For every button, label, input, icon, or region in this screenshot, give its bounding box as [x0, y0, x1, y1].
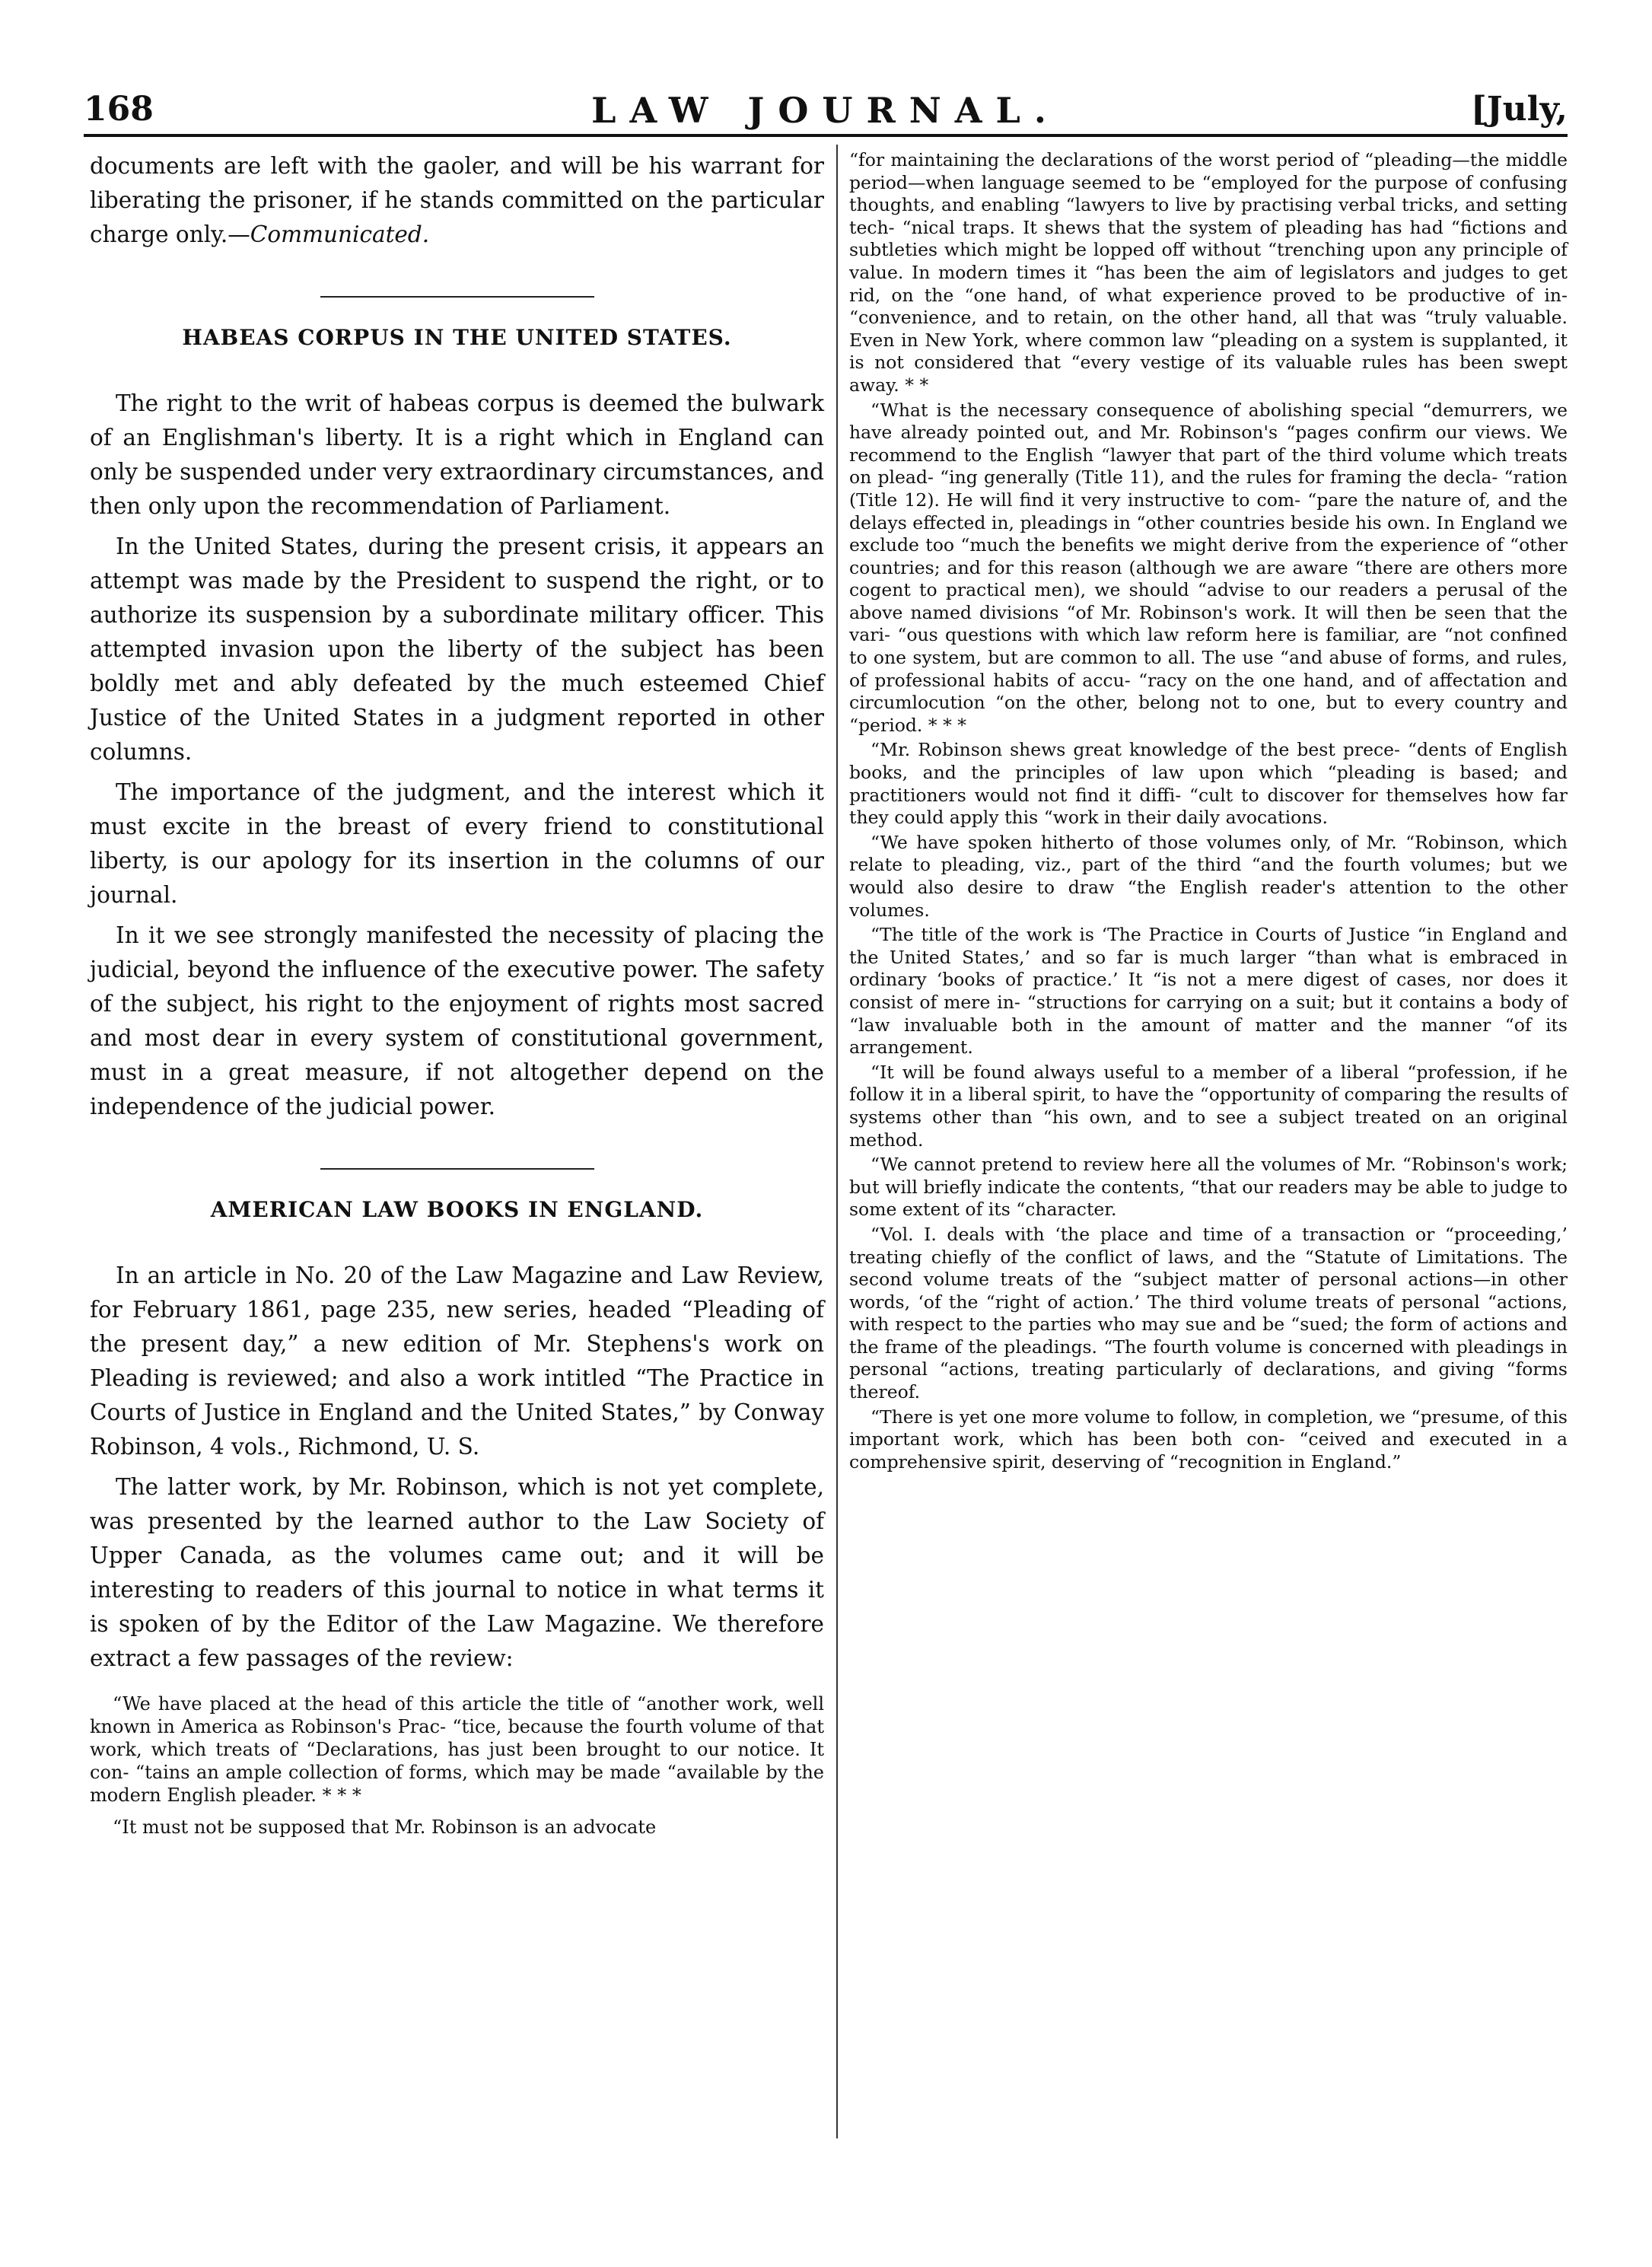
- intro-paragraph: [90, 149, 824, 252]
- quoted-paragraph: “We have spoken hitherto of those volumes only, of Mr. “Robinson, which relate to pleading, viz., part of the third “and the fourth volumes; but we would also desire to draw “the English reader's attention to the other volumes.: [849, 831, 1568, 921]
- article-paragraph: The latter work, by Mr. Robinson, which is not yet complete, was presented by the learned author to the Law Society of Upper Canada, as the volumes came out; and it will be interesting to readers of this journal to notice in what terms it is spoken of by the Editor of the Law Magazine. We therefore extract a few passages of the review:: [90, 1474, 824, 1671]
- quoted-paragraph: “Vol. I. deals with ‘the place and time of a transaction or “proceeding,’ treating chiefly of the conflict of laws, and the “Statute of Limitations. The second volume treats of the “subject matter of personal actions—in other words, ‘of the “right of action.’ The third volume treats of personal “actions, with respect to the parties who may sue and be “sued; the form of actions and the frame of the pleadings. “The fourth volume is concerned with pleadings in personal “actions, treating particularly of declarations, and giving “forms thereof.: [849, 1223, 1568, 1403]
- quoted-paragraph: “It must not be supposed that Mr. Robinson is an advocate: [113, 1816, 657, 1838]
- article-paragraph: In the United States, during the present crisis, it appears an attempt was made by the President to suspend the right, or to authorize its suspension by a subordinate military officer. This attempted invasion upon the liberty of the subject has been boldly met and ably defeated by the much esteemed Chief Justice of the United States in a judgment reported in other columns.: [90, 533, 824, 765]
- column-divider: [836, 145, 838, 2138]
- section-divider: [320, 1168, 594, 1170]
- article-paragraph: In it we see strongly manifested the necessity of placing the judicial, beyond the influence of the executive power. The safety of the subject, his right to the enjoyment of rights most sacred and most dear in every system of constitutional government, must in a great measure, if not altogether depend on the independence of the judicial power.: [90, 922, 824, 1119]
- quoted-paragraph: “for maintaining the declarations of the worst period of “pleading—the middle period—when language seemed to be “employed for the purpose of confusing thoughts, and enabling “lawyers to live by practising verbal tricks, and setting tech- “nical traps. It shews that the system of pleading has had “fictions and subtleties which might be lopped off without “trenching upon any principle of value. In modern times it “has been the aim of legislators and judges to get rid, on the “one hand, of what experience proved to be productive of in- “convenience, and to retain, on the other hand, all that was “truly valuable. Even in New York, where common law “pleading on a system is supplanted, it is not considered that “every vestige of its valuable rules has been swept away. * *: [849, 149, 1568, 396]
- quoted-paragraph: “The title of the work is ‘The Practice in Courts of Justice “in England and the United States,’ and so far is much larger “than what is embraced in ordinary ‘books of practice.’ It “is not a mere digest of cases, nor does it consist of mere in- “structions for carrying on a suit; but it contains a body of “law invaluable both in the amount of matter and the manner “of its arrangement.: [849, 924, 1568, 1059]
- quoted-paragraph: “There is yet one more volume to follow, in completion, we “presume, of this important work, which has been both con- “ceived and executed in a comprehensive spirit, deserving of “recognition in England.”: [849, 1406, 1568, 1473]
- header-rule: [84, 134, 1568, 137]
- article-paragraph: The right to the writ of habeas corpus is deemed the bulwark of an Englishman's liberty. It is a right which in England can only be suspended under very extraordinary circumstances, and then only upon the recommendation of Parliament.: [90, 390, 824, 519]
- running-month: [July,: [1470, 90, 1568, 129]
- running-title: LAW JOURNAL.: [591, 90, 1060, 131]
- article-paragraph: In an article in No. 20 of the Law Magazine and Law Review, for February 1861, page 235, new series, headed “Pleading of the present day,” a new edition of Mr. Stephens's work on Pleading is reviewed; and also a work intitled “The Practice in Courts of Justice in England and the United States,” by Conway Robinson, 4 vols., Richmond, U. S.: [90, 1262, 824, 1460]
- right-column: [849, 149, 1568, 1473]
- quoted-paragraph: “We have placed at the head of this article the title of “another work, well known in America as Robinson's Prac- “tice, because the fourth volume of that work, which treats of “Declarations, has just been brought to our notice. It con- “tains an ample collection of forms, which may be made “available by the modern English pleader. * * *: [90, 1693, 824, 1806]
- quoted-paragraph: “We cannot pretend to review here all the volumes of Mr. “Robinson's work; but will briefly indicate the contents, “that our readers may be able to judge to some extent of its “character.: [849, 1154, 1568, 1221]
- section-heading-american-law-books: AMERICAN LAW BOOKS IN ENGLAND.: [210, 1197, 704, 1222]
- section-divider: [320, 296, 594, 298]
- article-paragraph: The importance of the judgment, and the interest which it must excite in the breast of every friend to constitutional liberty, is our apology for its insertion in the columns of our journal.: [90, 779, 824, 908]
- page-number: 168: [84, 90, 154, 129]
- section-heading-habeas-corpus: HABEAS CORPUS IN THE UNITED STATES.: [182, 325, 732, 350]
- left-column: [90, 149, 824, 1839]
- quoted-paragraph: “It will be found always useful to a member of a liberal “profession, if he follow it in a liberal spirit, to have the “opportunity of comparing the results of systems other than “his own, and to see a subject treated on an original method.: [849, 1061, 1568, 1151]
- quoted-paragraph: “Mr. Robinson shews great knowledge of the best prece- “dents of English books, and the principles of law upon which “pleading is based; and practitioners would not find it diffi- “cult to discover for themselves how far they could apply this “work in their daily avocations.: [849, 739, 1568, 829]
- intro-text: documents are left with the gaoler, and will be his warrant for liberating the prisoner, if he stands committed on the particular charge only.—: [90, 153, 824, 247]
- page-header: [84, 85, 1568, 139]
- quoted-paragraph: “What is the necessary consequence of abolishing special “demurrers, we have already pointed out, and Mr. Robinson's “pages confirm our views. We recommend to the English “lawyer that part of the third volume which treats on plead- “ing generally (Title 11), and the rules for framing the decla- “ration (Title 12). He will find it very instructive to com- “pare the nature of, and the delays effected in, pleadings in “other countries beside his own. In England we exclude too “much the benefits we might derive from the experience of “other countries; and for this reason (although we are aware “there are others more cogent to practical men), we should “advise to our readers a perusal of the above named divisions “of Mr. Robinson's work. It will then be seen that the vari- “ous questions with which law reform here is familiar, are “not confined to one system, but are common to all. The use “and abuse of forms, and rules, of professional habits of accu- “racy on the one hand, and of affectation and circumlocution “on the other, belong not to one, but to every country and “period. * * *: [849, 399, 1568, 736]
- intro-signature: Communicated.: [250, 221, 430, 247]
